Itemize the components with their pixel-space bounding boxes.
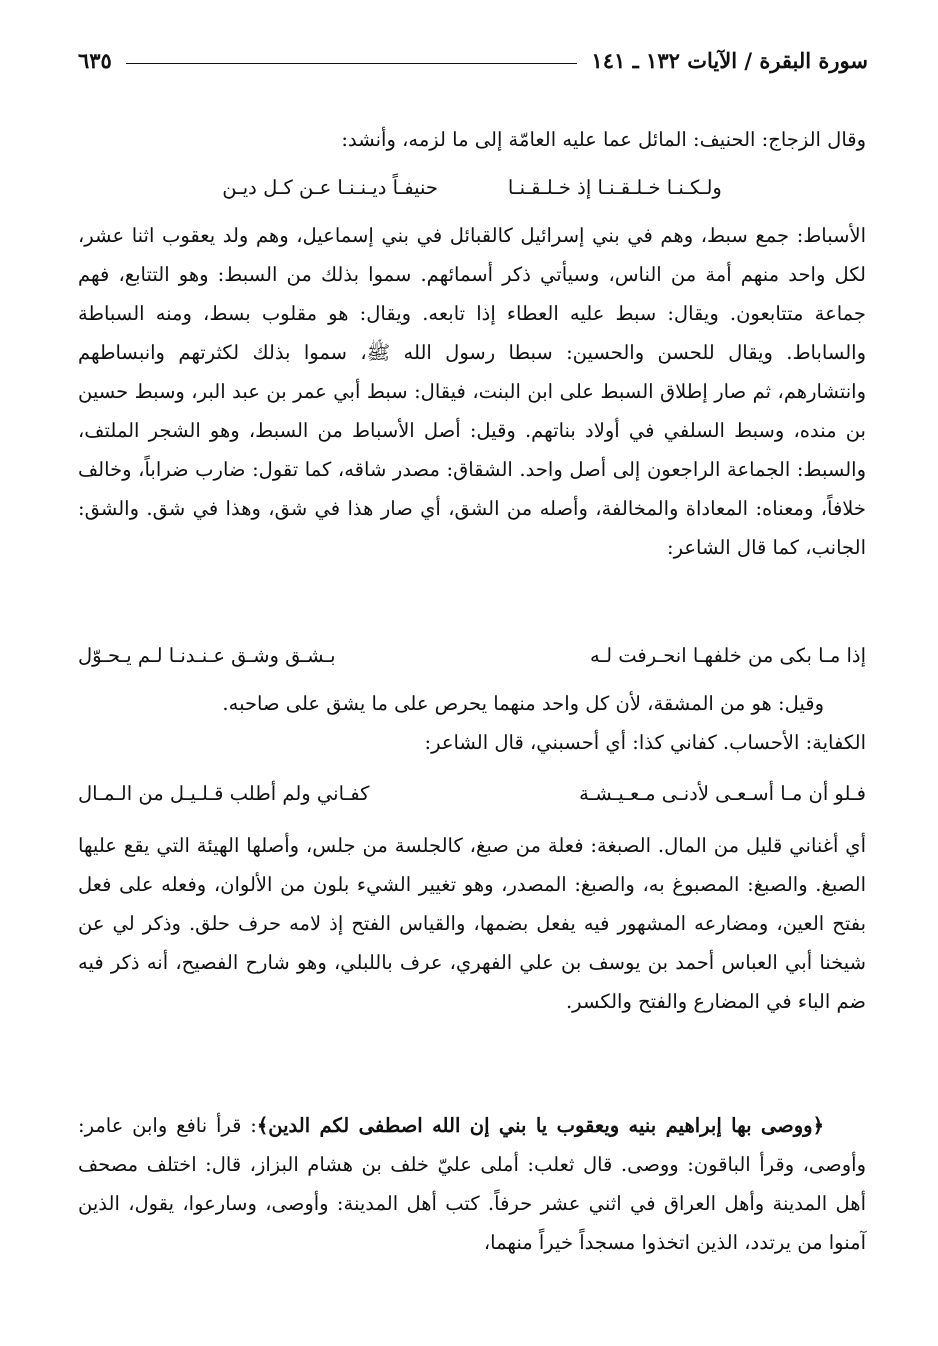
verse-line-3 [78,774,866,813]
verse-line-1 [78,168,866,207]
paragraph-mashaqqa: وقيل: هو من المشقة، لأن كل واحد منهما يحرص على ما يشق على صاحبه. [222,692,824,715]
paragraph-sibgha: أي أغناني قليل من المال. الصبغة: فعلة من صبغ، كالجلسة من جلس، وأصلها الهيئة التي يقع عليها الصبغ. والصبغ: المصبوغ به، والصبغ: المصدر، وهو تغيير الشيء بلون من الألوان، وفعله على فعل بفتح العين، ومضارعه المشهور فيه يفعل بضمها، والقياس الفتح إذ لامه حرف حلق. وذكر لي عن شيخنا أبي العباس أحمد بن يوسف بن علي الفهري، عرف باللبلي، وهو شارح الفصيح، أنه ذكر فيه ضم الباء في المضارع والفتح والكسر. [78,834,866,1013]
paragraph-kifaya: الكفاية: الأحساب. كفاني كذا: أي أحسبني، قال الشاعر: [424,731,866,754]
paragraph-zajjaj: وقال الزجاج: الحنيف: المائل عما عليه العامّة إلى ما لزمه، وأنشد: [341,128,866,151]
paragraph-wassa [78,1106,866,1262]
surah-title: سورة البقرة / الآيات ١٣٢ ـ ١٤١ [591,47,868,73]
verse-first-hemistich: إذا مـا بكى من خلفهـا انحـرفت لـه [589,644,866,667]
page-number: ٦٣٥ [78,47,112,73]
verse-first-hemistich: ولـكـنـا خـلـقـنـا إذ خـلـقـنـا [507,176,722,199]
verse-first-hemistich: فـلو أن مـا أسـعـى لأدنـى مـعـيـشـة [579,782,866,805]
paragraph-wassa-text: : قرأ نافع وابن عامر: وأوصى، وقرأ الباقون: ووصى. قال ثعلب: أملى عليّ خلف بن هشام البزاز، قال: اختلف مصحف أهل المدينة وأهل العراق في اثني عشر حرفاً. كتب أهل المدينة: وأوصى، وسارعوا، يقول، الذين آمنوا من يرتدد، الذين اتخذوا مسجداً خيراً منهما، [78,1114,866,1254]
paragraph-asbat: الأسباط: جمع سبط، وهم في بني إسرائيل كالقبائل في بني إسماعيل، وهم ولد يعقوب اثنا عشر، لكل واحد منهم أمة من الناس، وسيأتي ذكر أسمائهم. سموا بذلك من السبط: وهو التتابع، فهم جماعة متتابعون. ويقال: سبط عليه العطاء إذا تابعه. ويقال: هو مقلوب بسط، ومنه السباطة والساباط. ويقال للحسن والحسين: سبطا رسول الله ﷺ، سموا بذلك لكثرتهم وانبساطهم وانتشارهم، ثم صار إطلاق السبط على ابن البنت، فيقال: سبط أبي عمر بن عبد البر، وسبط حسين بن منده، وسبط السلفي في أولاد بناتهم. وقيل: أصل الأسباط من السبط، وهو الشجر الملتف، والسبط: الجماعة الراجعون إلى أصل واحد. الشقاق: مصدر شاقه، كما تقول: ضارب ضراباً، وخالف خلافاً، ومعناه: المعاداة والمخالفة، وأصله من الشق، أي صار هذا في شق، وهذا في شق. والشق: الجانب، كما قال الشاعر: [78,224,866,559]
verse-second-hemistich: كفـاني ولم أطلب قـلـيـل من الـمـال [78,782,370,805]
verse-second-hemistich: حنيفـاً ديـنـنـا عـن كـل ديـن [222,176,438,199]
running-header [78,40,868,80]
header-rule [126,63,578,64]
verse-line-2 [78,636,866,675]
verse-second-hemistich: بـشـق وشـق عـنـدنـا لـم يـحـوّل [78,644,336,667]
quran-verse: ﴿ووصى بها إبراهيم بنيه ويعقوب يا بني إن الله اصطفى لكم الدين﴾ [256,1114,824,1137]
